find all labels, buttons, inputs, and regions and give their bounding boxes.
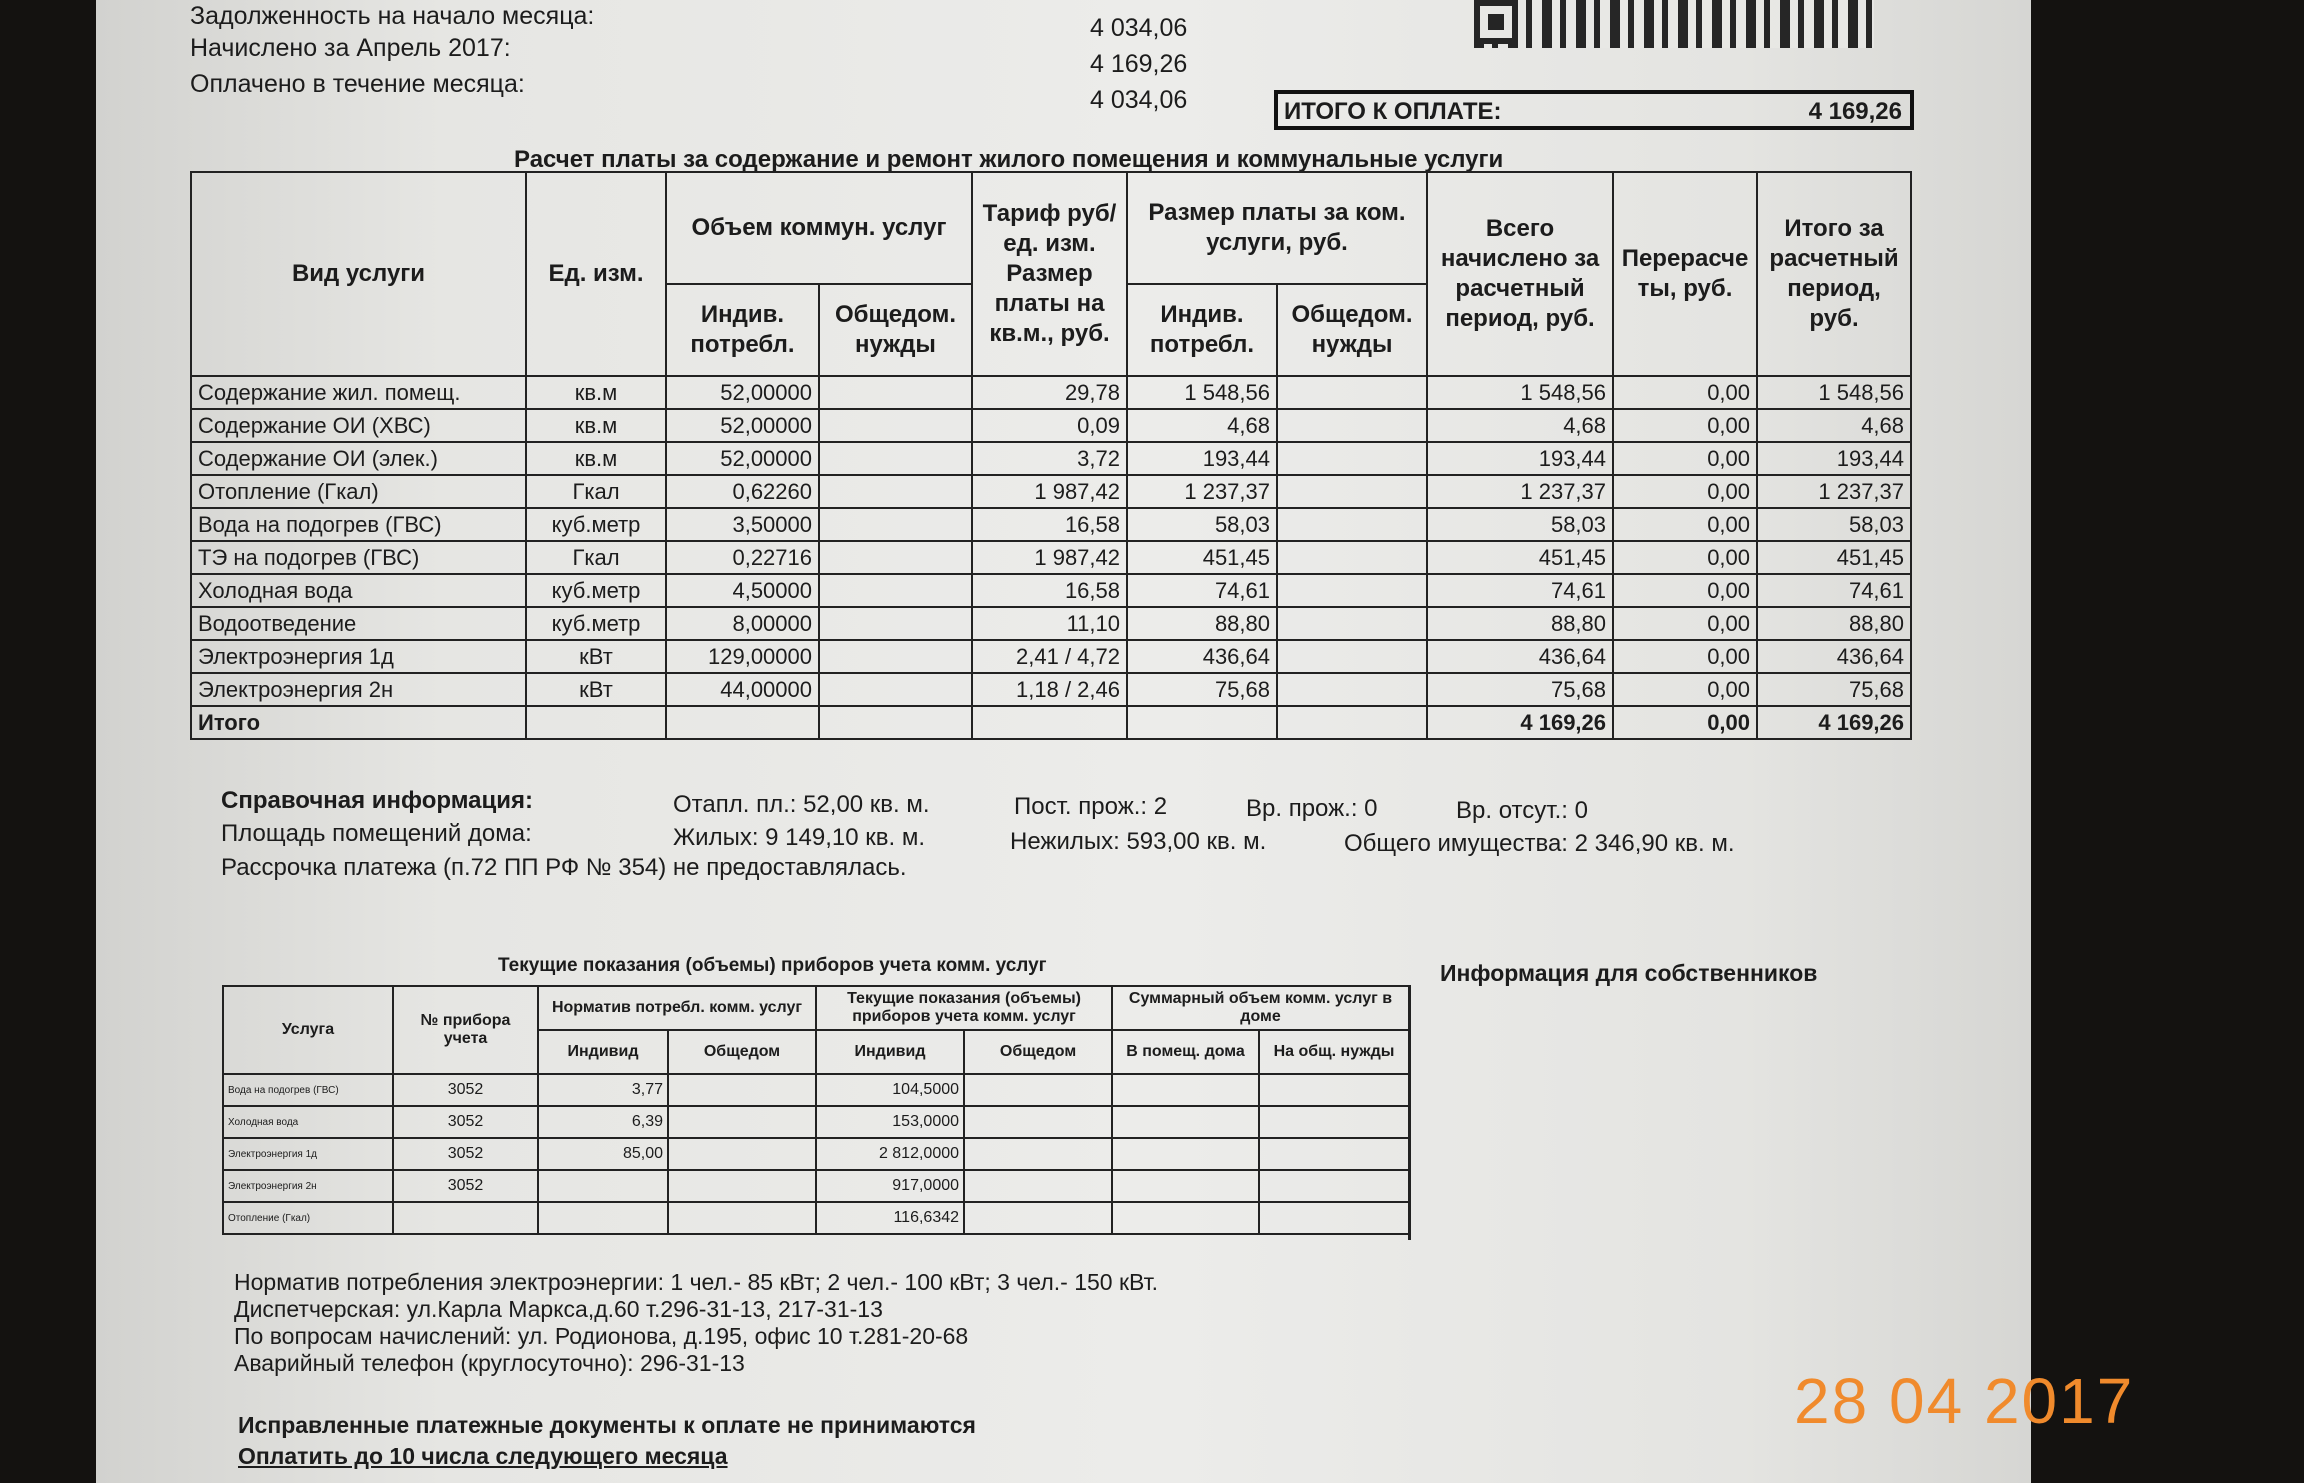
recalc-cell: 0,00 — [1613, 376, 1757, 409]
meter-number-cell: 3052 — [393, 1106, 538, 1138]
total-due-box — [1274, 90, 1914, 130]
meters-header-service: Услуга — [223, 986, 393, 1074]
volume-common-cell — [819, 640, 972, 673]
volume-indiv-cell: 0,62260 — [666, 475, 819, 508]
pay-indiv-cell: 1 548,56 — [1127, 376, 1277, 409]
charged-cell: 88,80 — [1427, 607, 1613, 640]
charged-cell: 58,03 — [1427, 508, 1613, 541]
charged-cell: 1 548,56 — [1427, 376, 1613, 409]
total-cell: 436,64 — [1757, 640, 1911, 673]
total-cell: 74,61 — [1757, 574, 1911, 607]
footer-billing-line: По вопросам начислений: ул. Родионова, д.195, офис 10 т.281-20-68 — [234, 1323, 969, 1349]
header-volume: Объем коммун. услуг — [666, 172, 972, 284]
header-charged-total: Всего начислено за расчетный период, руб. — [1427, 172, 1613, 376]
recalc-cell: 0,00 — [1613, 508, 1757, 541]
service-cell: Холодная вода — [191, 574, 526, 607]
recalc-cell: 0,00 — [1613, 409, 1757, 442]
volume-common-cell — [819, 442, 972, 475]
unit-cell: кв.м — [526, 376, 666, 409]
table-row — [191, 442, 1911, 475]
volume-indiv-cell: 0,22716 — [666, 541, 819, 574]
charged-cell: 1 237,37 — [1427, 475, 1613, 508]
total-due-label: ИТОГО К ОПЛАТЕ: — [1284, 98, 1502, 125]
installment-note: Рассрочка платежа (п.72 ПП РФ № 354) не предоставлялась. — [221, 854, 907, 881]
current-common-cell — [964, 1106, 1112, 1138]
volume-indiv-cell: 3,50000 — [666, 508, 819, 541]
common-property-area: Общего имущества: 2 346,90 кв. м. — [1344, 830, 1735, 857]
total-cell: 75,68 — [1757, 673, 1911, 706]
tariff-cell: 3,72 — [972, 442, 1127, 475]
total-row-label: Итого — [191, 706, 526, 739]
meters-header-cur-common: Общедом — [964, 1030, 1112, 1074]
meters-header-meter-no: № прибора учета — [393, 986, 538, 1074]
current-common-cell — [964, 1170, 1112, 1202]
volume-indiv-cell: 8,00000 — [666, 607, 819, 640]
meter-number-cell: 3052 — [393, 1074, 538, 1106]
total-row-total: 4 169,26 — [1757, 706, 1911, 739]
pay-indiv-cell: 436,64 — [1127, 640, 1277, 673]
recalc-cell: 0,00 — [1613, 574, 1757, 607]
perm-residents: Пост. прож.: 2 — [1014, 793, 1168, 820]
heated-area: Отапл. пл.: 52,00 кв. м. — [673, 791, 930, 818]
meter-row — [223, 1106, 1409, 1138]
nonresidential-area: Нежилых: 593,00 кв. м. — [1010, 828, 1267, 855]
header-pay-indiv: Индив. потребл. — [1127, 284, 1277, 376]
paid-value: 4 034,06 — [1090, 86, 1188, 114]
service-cell: Электроэнергия 1д — [191, 640, 526, 673]
charges-table — [190, 171, 1912, 740]
empty-cell — [819, 706, 972, 739]
sum-premises-cell — [1112, 1138, 1259, 1170]
table-row — [191, 541, 1911, 574]
paid-label: Оплачено в течение месяца: — [190, 70, 525, 98]
header-service: Вид услуги — [191, 172, 526, 376]
table-row — [191, 376, 1911, 409]
total-row — [191, 706, 1911, 739]
charged-cell: 74,61 — [1427, 574, 1613, 607]
tariff-cell: 0,09 — [972, 409, 1127, 442]
residential-area: Жилых: 9 149,10 кв. м. — [673, 824, 925, 851]
volume-common-cell — [819, 475, 972, 508]
recalc-cell: 0,00 — [1613, 607, 1757, 640]
pay-indiv-cell: 88,80 — [1127, 607, 1277, 640]
meters-table-right-edge — [1408, 985, 1411, 1240]
table-row — [191, 574, 1911, 607]
table-row — [191, 475, 1911, 508]
volume-common-cell — [819, 409, 972, 442]
tariff-cell: 29,78 — [972, 376, 1127, 409]
meter-service-cell: Холодная вода — [223, 1106, 393, 1138]
sum-common-cell — [1259, 1170, 1409, 1202]
meter-number-cell: 3052 — [393, 1170, 538, 1202]
volume-indiv-cell: 52,00000 — [666, 376, 819, 409]
empty-cell — [972, 706, 1127, 739]
reference-heading: Справочная информация: — [221, 787, 534, 814]
charged-cell: 4,68 — [1427, 409, 1613, 442]
bill-paper — [96, 0, 2031, 1483]
unit-cell: куб.метр — [526, 607, 666, 640]
pay-indiv-cell: 74,61 — [1127, 574, 1277, 607]
norm-common-cell — [668, 1202, 816, 1234]
meter-service-cell: Электроэнергия 1д — [223, 1138, 393, 1170]
meter-row — [223, 1138, 1409, 1170]
charged-cell: 451,45 — [1427, 541, 1613, 574]
tariff-cell: 2,41 / 4,72 — [972, 640, 1127, 673]
pay-common-cell — [1277, 640, 1427, 673]
meters-header-norm-indiv: Индивид — [538, 1030, 668, 1074]
header-pay-size: Размер платы за ком. услуги, руб. — [1127, 172, 1427, 284]
header-volume-indiv: Индив. потребл. — [666, 284, 819, 376]
service-cell: ТЭ на подогрев (ГВС) — [191, 541, 526, 574]
table-row — [191, 640, 1911, 673]
recalc-cell: 0,00 — [1613, 541, 1757, 574]
temp-absent: Вр. отсут.: 0 — [1456, 797, 1588, 824]
charged-cell: 193,44 — [1427, 442, 1613, 475]
unit-cell: кВт — [526, 640, 666, 673]
norm-common-cell — [668, 1138, 816, 1170]
volume-indiv-cell: 4,50000 — [666, 574, 819, 607]
empty-cell — [526, 706, 666, 739]
service-cell: Содержание ОИ (ХВС) — [191, 409, 526, 442]
footer-norm-line: Норматив потребления электроэнергии: 1 чел.- 85 кВт; 2 чел.- 100 кВт; 3 чел.- 150 кВт. — [234, 1269, 1158, 1295]
qr-code-icon — [1474, 0, 1874, 48]
meters-header-sum-common: На общ. нужды — [1259, 1030, 1409, 1074]
meter-number-cell: 3052 — [393, 1138, 538, 1170]
unit-cell: куб.метр — [526, 508, 666, 541]
volume-indiv-cell: 129,00000 — [666, 640, 819, 673]
header-recalc: Перерасче ты, руб. — [1613, 172, 1757, 376]
table-row — [191, 673, 1911, 706]
norm-common-cell — [668, 1106, 816, 1138]
charged-cell: 75,68 — [1427, 673, 1613, 706]
meters-table — [222, 985, 1410, 1235]
unit-cell: кВт — [526, 673, 666, 706]
charged-value: 4 169,26 — [1090, 50, 1188, 78]
meter-service-cell: Вода на подогрев (ГВС) — [223, 1074, 393, 1106]
pay-indiv-cell: 1 237,37 — [1127, 475, 1277, 508]
recalc-cell: 0,00 — [1613, 475, 1757, 508]
recalc-cell: 0,00 — [1613, 673, 1757, 706]
current-indiv-cell: 104,5000 — [816, 1074, 964, 1106]
norm-indiv-cell: 85,00 — [538, 1138, 668, 1170]
total-cell: 193,44 — [1757, 442, 1911, 475]
header-tariff: Тариф руб/ед. изм. Размер платы на кв.м., руб. — [972, 172, 1127, 376]
header-period-total: Итого за расчетный период, руб. — [1757, 172, 1911, 376]
sum-premises-cell — [1112, 1170, 1259, 1202]
service-cell: Содержание жил. помещ. — [191, 376, 526, 409]
meter-row — [223, 1074, 1409, 1106]
table-row — [191, 409, 1911, 442]
service-cell: Отопление (Гкал) — [191, 475, 526, 508]
footer-emergency-line: Аварийный телефон (круглосуточно): 296-31-13 — [234, 1350, 745, 1376]
debt-label: Задолженность на начало месяца: — [190, 2, 595, 30]
volume-common-cell — [819, 607, 972, 640]
pay-common-cell — [1277, 607, 1427, 640]
current-common-cell — [964, 1074, 1112, 1106]
debt-value: 4 034,06 — [1090, 14, 1188, 42]
volume-common-cell — [819, 508, 972, 541]
recalc-cell: 0,00 — [1613, 442, 1757, 475]
sum-common-cell — [1259, 1202, 1409, 1234]
sum-premises-cell — [1112, 1074, 1259, 1106]
pay-common-cell — [1277, 508, 1427, 541]
pay-common-cell — [1277, 574, 1427, 607]
main-table-title: Расчет платы за содержание и ремонт жилого помещения и коммунальные услуги — [514, 146, 1504, 173]
tariff-cell: 1,18 / 2,46 — [972, 673, 1127, 706]
header-volume-common: Общедом. нужды — [819, 284, 972, 376]
current-common-cell — [964, 1138, 1112, 1170]
footer-dispatch-line: Диспетчерская: ул.Карла Маркса,д.60 т.296-31-13, 217-31-13 — [234, 1296, 883, 1322]
volume-indiv-cell: 44,00000 — [666, 673, 819, 706]
norm-indiv-cell: 3,77 — [538, 1074, 668, 1106]
meters-header-norm: Норматив потребл. комм. услуг — [538, 986, 816, 1030]
pay-common-cell — [1277, 409, 1427, 442]
norm-common-cell — [668, 1170, 816, 1202]
total-row-recalc: 0,00 — [1613, 706, 1757, 739]
table-row — [191, 607, 1911, 640]
pay-common-cell — [1277, 442, 1427, 475]
volume-indiv-cell: 52,00000 — [666, 409, 819, 442]
service-cell: Содержание ОИ (элек.) — [191, 442, 526, 475]
meters-header-norm-common: Общедом — [668, 1030, 816, 1074]
charged-label: Начислено за Апрель 2017: — [190, 34, 511, 62]
current-indiv-cell: 917,0000 — [816, 1170, 964, 1202]
volume-indiv-cell: 52,00000 — [666, 442, 819, 475]
pay-indiv-cell: 75,68 — [1127, 673, 1277, 706]
current-indiv-cell: 153,0000 — [816, 1106, 964, 1138]
meter-row — [223, 1202, 1409, 1234]
total-row-charged: 4 169,26 — [1427, 706, 1613, 739]
empty-cell — [666, 706, 819, 739]
tariff-cell: 1 987,42 — [972, 541, 1127, 574]
current-indiv-cell: 116,6342 — [816, 1202, 964, 1234]
unit-cell: кв.м — [526, 409, 666, 442]
table-row — [191, 508, 1911, 541]
sum-premises-cell — [1112, 1202, 1259, 1234]
pay-indiv-cell: 193,44 — [1127, 442, 1277, 475]
volume-common-cell — [819, 541, 972, 574]
volume-common-cell — [819, 376, 972, 409]
recalc-cell: 0,00 — [1613, 640, 1757, 673]
norm-common-cell — [668, 1074, 816, 1106]
service-cell: Водоотведение — [191, 607, 526, 640]
total-cell: 451,45 — [1757, 541, 1911, 574]
pay-common-cell — [1277, 376, 1427, 409]
pay-indiv-cell: 58,03 — [1127, 508, 1277, 541]
header-pay-common: Общедом. нужды — [1277, 284, 1427, 376]
unit-cell: кв.м — [526, 442, 666, 475]
meter-number-cell — [393, 1202, 538, 1234]
total-due-value: 4 169,26 — [1808, 98, 1902, 125]
volume-common-cell — [819, 673, 972, 706]
meter-row — [223, 1170, 1409, 1202]
meter-service-cell: Отопление (Гкал) — [223, 1202, 393, 1234]
sum-common-cell — [1259, 1074, 1409, 1106]
tariff-cell: 11,10 — [972, 607, 1127, 640]
pay-common-cell — [1277, 673, 1427, 706]
total-cell: 1 548,56 — [1757, 376, 1911, 409]
house-area-label: Площадь помещений дома: — [221, 820, 532, 847]
volume-common-cell — [819, 574, 972, 607]
meters-header-current: Текущие показания (объемы) приборов учета комм. услуг — [816, 986, 1112, 1030]
norm-indiv-cell — [538, 1170, 668, 1202]
meters-header-cur-indiv: Индивид — [816, 1030, 964, 1074]
tariff-cell: 16,58 — [972, 574, 1127, 607]
pay-common-cell — [1277, 541, 1427, 574]
current-common-cell — [964, 1202, 1112, 1234]
tariff-cell: 1 987,42 — [972, 475, 1127, 508]
sum-common-cell — [1259, 1138, 1409, 1170]
meters-header-sum-premises: В помещ. дома — [1112, 1030, 1259, 1074]
temp-residents: Вр. прож.: 0 — [1246, 795, 1378, 822]
meters-table-title: Текущие показания (объемы) приборов учета комм. услуг — [498, 955, 1047, 976]
tariff-cell: 16,58 — [972, 508, 1127, 541]
pay-common-cell — [1277, 475, 1427, 508]
empty-cell — [1277, 706, 1427, 739]
service-cell: Вода на подогрев (ГВС) — [191, 508, 526, 541]
pay-indiv-cell: 4,68 — [1127, 409, 1277, 442]
pay-by-notice: Оплатить до 10 числа следующего месяца — [238, 1443, 728, 1469]
unit-cell: Гкал — [526, 541, 666, 574]
corrected-docs-notice: Исправленные платежные документы к оплате не принимаются — [238, 1412, 976, 1438]
meter-service-cell: Электроэнергия 2н — [223, 1170, 393, 1202]
pay-indiv-cell: 451,45 — [1127, 541, 1277, 574]
total-cell: 58,03 — [1757, 508, 1911, 541]
meters-header-summary: Суммарный объем комм. услуг в доме — [1112, 986, 1409, 1030]
total-cell: 4,68 — [1757, 409, 1911, 442]
service-cell: Электроэнергия 2н — [191, 673, 526, 706]
empty-cell — [1127, 706, 1277, 739]
unit-cell: Гкал — [526, 475, 666, 508]
sum-premises-cell — [1112, 1106, 1259, 1138]
norm-indiv-cell — [538, 1202, 668, 1234]
photo-date-stamp: 28 04 2017 — [1794, 1365, 2135, 1437]
owners-info-heading: Информация для собственников — [1440, 960, 1818, 986]
total-cell: 88,80 — [1757, 607, 1911, 640]
header-unit: Ед. изм. — [526, 172, 666, 376]
total-cell: 1 237,37 — [1757, 475, 1911, 508]
charged-cell: 436,64 — [1427, 640, 1613, 673]
unit-cell: куб.метр — [526, 574, 666, 607]
norm-indiv-cell: 6,39 — [538, 1106, 668, 1138]
sum-common-cell — [1259, 1106, 1409, 1138]
current-indiv-cell: 2 812,0000 — [816, 1138, 964, 1170]
